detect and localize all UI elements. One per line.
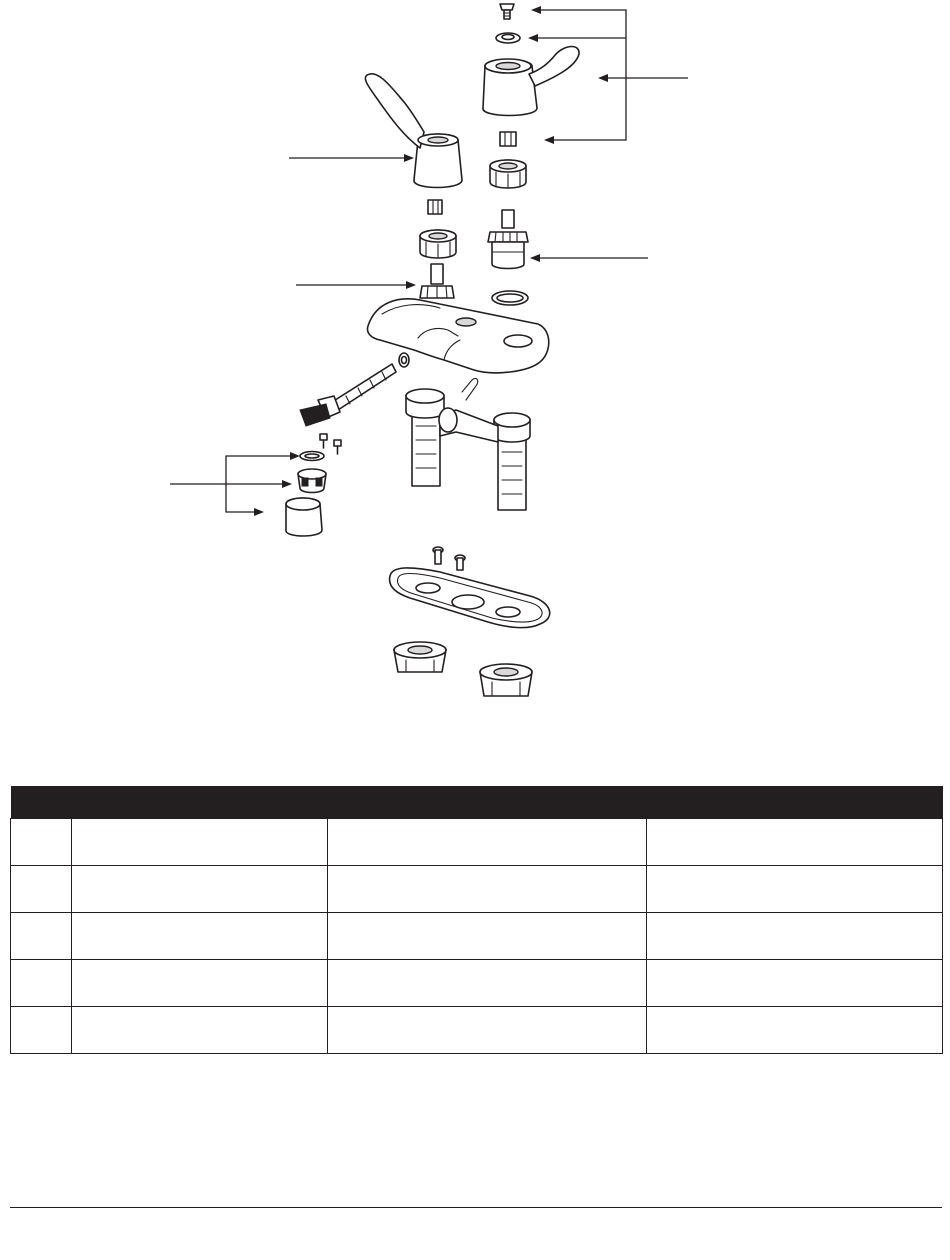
spray-coupling	[298, 469, 326, 493]
table-cell	[11, 1007, 72, 1054]
deck-plate-screws	[433, 547, 465, 570]
right-cartridge	[488, 210, 528, 269]
right-bonnet-nut	[490, 160, 526, 188]
right-deck-seal	[492, 291, 528, 305]
table-cell	[328, 819, 647, 866]
parts-table-header	[11, 786, 943, 819]
table-cell	[11, 819, 72, 866]
callout-spray-head-parts	[170, 452, 300, 516]
spray-hose	[300, 353, 409, 426]
table-cell	[11, 866, 72, 913]
table-cell	[328, 1007, 647, 1054]
table-cell	[647, 819, 943, 866]
table-cell	[647, 1007, 943, 1054]
footer-divider	[10, 1207, 942, 1208]
table-row	[11, 866, 943, 913]
right-handle-screw	[500, 4, 514, 19]
parts-table	[10, 786, 943, 1054]
table-cell	[647, 866, 943, 913]
table-cell	[11, 960, 72, 1007]
table-cell	[72, 1007, 328, 1054]
right-wrist-blade-handle	[483, 47, 579, 116]
left-wrist-blade-handle	[365, 74, 462, 188]
spray-washer	[300, 452, 324, 461]
left-mounting-nut	[394, 642, 446, 672]
right-mounting-nut	[480, 664, 532, 696]
left-handle-adapter	[428, 200, 442, 214]
table-cell	[328, 960, 647, 1007]
retaining-clip	[462, 378, 478, 400]
table-cell	[72, 819, 328, 866]
table-cell	[647, 913, 943, 960]
right-handle-adapter	[500, 132, 516, 146]
header-cell	[328, 786, 647, 819]
table-cell	[72, 866, 328, 913]
table-cell	[647, 960, 943, 1007]
table-cell	[328, 913, 647, 960]
table-cell	[328, 866, 647, 913]
header-cell	[72, 786, 328, 819]
faucet-body	[368, 299, 549, 373]
right-washer	[496, 33, 520, 43]
table-cell	[72, 913, 328, 960]
valve-body	[406, 389, 530, 510]
table-cell	[11, 913, 72, 960]
header-cell	[11, 786, 72, 819]
deck-plate-gasket	[390, 568, 550, 628]
spray-aerator-housing	[286, 498, 322, 536]
table-row	[11, 1007, 943, 1054]
left-bonnet-nut	[420, 230, 456, 258]
table-cell	[72, 960, 328, 1007]
callout-left-handle	[289, 154, 414, 162]
table-row	[11, 913, 943, 960]
header-cell	[647, 786, 943, 819]
callout-right-cartridge	[530, 254, 648, 262]
left-cartridge	[420, 264, 454, 298]
table-row	[11, 819, 943, 866]
table-row	[11, 960, 943, 1007]
callout-right-handle	[598, 74, 688, 82]
spray-mounting-screws	[320, 434, 341, 454]
callout-left-cartridge	[296, 281, 416, 289]
